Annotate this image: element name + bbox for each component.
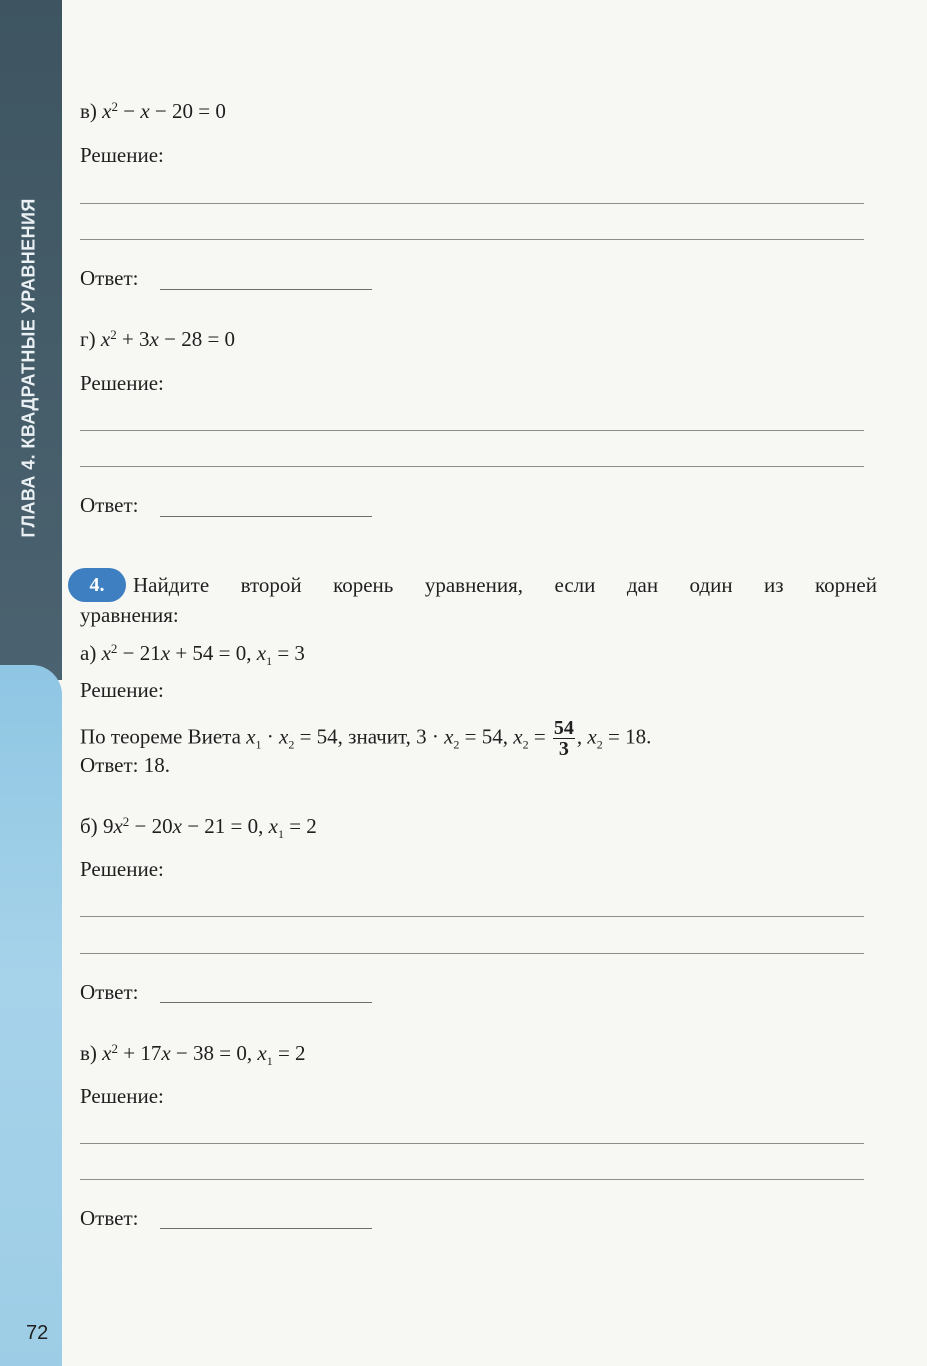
task-word: корень bbox=[333, 573, 394, 597]
task-word: Найдите bbox=[133, 573, 210, 597]
task-word: корней bbox=[815, 573, 877, 597]
answer-label: Ответ: bbox=[80, 980, 139, 1004]
solution-line[interactable] bbox=[80, 1179, 864, 1180]
answer-label: Ответ: bbox=[80, 266, 139, 290]
solution-line[interactable] bbox=[80, 953, 864, 954]
task4-b-equation: б) $9x^2 - 20x - 21 = 0$, $x_1 = 2$ bbox=[80, 814, 317, 841]
solution-line[interactable] bbox=[80, 239, 864, 240]
item-label: а) bbox=[80, 641, 97, 665]
solution-label: Решение: bbox=[80, 143, 164, 167]
task4-a-solution: По теореме Виета $x_1 \cdot x_2 = 54$, значит, $3 \cdot x_2 = 54$, $x_2$ = $\frac{54}{3}$ , $x_2 = 18$. bbox=[80, 717, 652, 760]
fraction-denominator: 3 bbox=[558, 738, 569, 760]
chapter-title: ГЛАВА 4. КВАДРАТНЫЕ УРАВНЕНИЯ bbox=[18, 198, 39, 538]
task-word: второй bbox=[240, 573, 302, 597]
task-text-line2: уравнения: bbox=[80, 603, 179, 627]
solution-line[interactable] bbox=[80, 1143, 864, 1144]
task-text-line1 bbox=[133, 572, 877, 598]
solution-label: Решение: bbox=[80, 371, 164, 395]
solution-label: Решение: bbox=[80, 678, 164, 702]
chapter-sidebar-light bbox=[0, 665, 62, 1366]
item-label: б) bbox=[80, 814, 98, 838]
task4-a-answer: Ответ: 18. bbox=[80, 753, 170, 777]
item-label: в) bbox=[80, 99, 97, 123]
solution-line[interactable] bbox=[80, 466, 864, 467]
answer-line[interactable] bbox=[160, 1002, 372, 1003]
answer-line[interactable] bbox=[160, 1228, 372, 1229]
solution-line[interactable] bbox=[80, 430, 864, 431]
task4-v-equation: в) $x^2 + 17x - 38 = 0$, $x_1 = 2$ bbox=[80, 1041, 306, 1068]
solution-line[interactable] bbox=[80, 203, 864, 204]
solution-label: Решение: bbox=[80, 1084, 164, 1108]
task-word: один bbox=[689, 573, 733, 597]
task-word: если bbox=[554, 573, 596, 597]
item-label: в) bbox=[80, 1041, 97, 1065]
task-word: уравнения, bbox=[424, 573, 524, 597]
task4-a-equation: а) $x^2 - 21x + 54 = 0$, $x_1 = 3$ bbox=[80, 641, 305, 668]
item-g-equation: г) $x^2 + 3x - 28 = 0$ bbox=[80, 327, 236, 351]
task-number-badge: 4. bbox=[68, 568, 126, 602]
answer-label: Ответ: bbox=[80, 493, 139, 517]
fraction bbox=[553, 718, 575, 759]
fraction-numerator: 54 bbox=[553, 717, 574, 739]
task-word: дан bbox=[626, 573, 659, 597]
task-word: из bbox=[764, 573, 784, 597]
item-label: г) bbox=[80, 327, 96, 351]
item-v-equation: в) $x^2 - x - 20 = 0$ bbox=[80, 99, 226, 123]
page-number: 72 bbox=[26, 1322, 49, 1344]
solution-line[interactable] bbox=[80, 916, 864, 917]
solution-label: Решение: bbox=[80, 857, 164, 881]
answer-line[interactable] bbox=[160, 516, 372, 517]
answer-label: Ответ: bbox=[80, 1206, 139, 1230]
answer-line[interactable] bbox=[160, 289, 372, 290]
